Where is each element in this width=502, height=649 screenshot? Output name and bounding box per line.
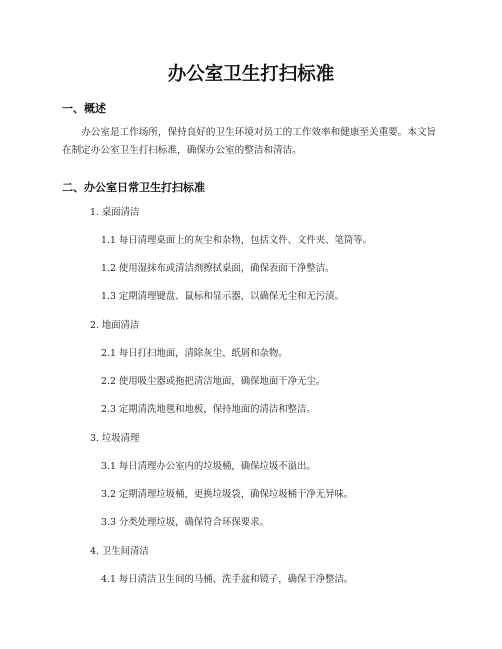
list-item: 3.1 每日清理办公室内的垃圾桶，确保垃圾不溢出。: [101, 461, 316, 472]
list-item: 2.2 使用吸尘器或拖把清洁地面，确保地面干净无尘。: [101, 376, 326, 387]
list-item: 2.1 每日打扫地面，清除灰尘、纸屑和杂物。: [101, 348, 288, 359]
section-heading-overview: 一、概述: [62, 102, 106, 115]
subsection-desk-cleaning: 1. 桌面清洁: [90, 207, 140, 218]
list-item: 1.1 每日清理桌面上的灰尘和杂物，包括文件、文件夹、笔筒等。: [101, 235, 373, 246]
list-item: 3.2 定期清理垃圾桶，更换垃圾袋，确保垃圾桶干净无异味。: [101, 489, 354, 500]
list-item: 3.3 分类处理垃圾，确保符合环保要求。: [101, 517, 269, 528]
subsection-trash-cleaning: 3. 垃圾清理: [90, 433, 140, 444]
subsection-floor-cleaning: 2. 地面清洁: [90, 320, 140, 331]
list-item: 1.2 使用湿抹布或清洁剂擦拭桌面，确保表面干净整洁。: [101, 263, 335, 274]
list-item: 4.1 每日清洁卫生间的马桶、洗手盆和镜子，确保干净整洁。: [101, 574, 354, 585]
list-item: 2.3 定期清洗地毯和地板，保持地面的清洁和整洁。: [101, 404, 316, 415]
overview-paragraph: 办公室是工作场所，保持良好的卫生环境对员工的工作效率和健康至关重要。本文旨在制定办公室卫生打扫标准，确保办公室的整洁和清洁。: [62, 127, 437, 156]
section-heading-daily-cleaning: 二、办公室日常卫生打扫标准: [62, 181, 205, 194]
list-item: 1.3 定期清理键盘、鼠标和显示器，以确保无尘和无污渍。: [101, 291, 344, 302]
subsection-restroom-cleaning: 4. 卫生间清洁: [90, 546, 149, 557]
page-title: 办公室卫生打扫标准: [167, 64, 335, 85]
